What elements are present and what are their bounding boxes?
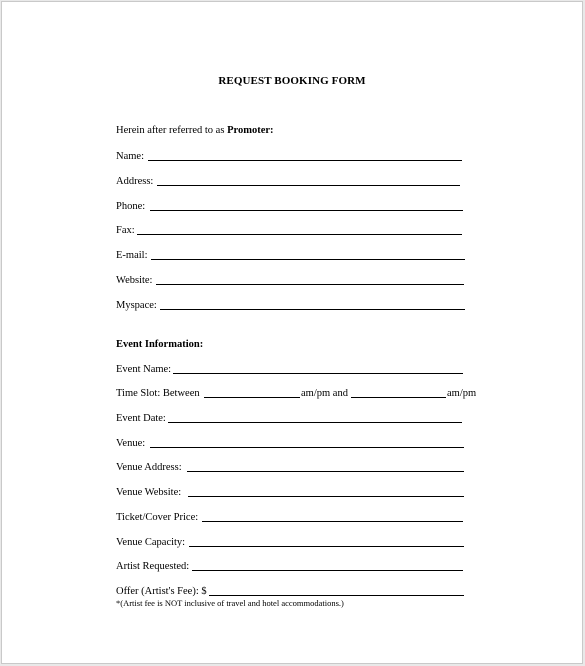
address-label: Address:: [116, 176, 154, 187]
time-ampm-end: am/pm: [447, 388, 477, 399]
time-ampm-and: am/pm and: [301, 388, 348, 399]
event-name-label: Event Name:: [116, 364, 172, 375]
name-label: Name:: [116, 151, 144, 162]
name-field-line[interactable]: [148, 160, 462, 161]
venue-address-label: Venue Address:: [116, 462, 182, 473]
email-label: E-mail:: [116, 250, 148, 261]
promoter-intro: [116, 124, 274, 137]
phone-label: Phone:: [116, 201, 146, 212]
fax-field-line[interactable]: [137, 234, 462, 235]
promoter-intro-text: Herein after referred to as: [116, 125, 225, 136]
address-field-line[interactable]: [157, 185, 460, 186]
ticket-price-label: Ticket/Cover Price:: [116, 512, 199, 523]
myspace-field-line[interactable]: [160, 309, 465, 310]
promoter-label: Promoter:: [227, 125, 274, 136]
venue-website-label: Venue Website:: [116, 487, 182, 498]
form-page: [1, 1, 583, 664]
email-field-line[interactable]: [151, 259, 465, 260]
fee-note: *(Artist fee is NOT inclusive of travel and hotel accommodations.): [116, 598, 344, 608]
artist-requested-field-line[interactable]: [192, 570, 463, 571]
fax-label: Fax:: [116, 225, 135, 236]
event-date-field-line[interactable]: [168, 422, 462, 423]
venue-field-line[interactable]: [150, 447, 464, 448]
website-field-line[interactable]: [156, 284, 464, 285]
myspace-label: Myspace:: [116, 300, 157, 311]
venue-website-field-line[interactable]: [188, 496, 464, 497]
event-name-field-line[interactable]: [173, 373, 463, 374]
time-slot-label: Time Slot: Between: [116, 388, 200, 399]
venue-capacity-field-line[interactable]: [189, 546, 464, 547]
offer-label: Offer (Artist's Fee): $: [116, 586, 207, 597]
event-heading: Event Information:: [116, 339, 204, 350]
offer-field-line[interactable]: [209, 595, 464, 596]
phone-field-line[interactable]: [150, 210, 463, 211]
time-end-field-line[interactable]: [351, 397, 446, 398]
artist-requested-label: Artist Requested:: [116, 561, 190, 572]
form-title: REQUEST BOOKING FORM: [218, 75, 366, 87]
venue-label: Venue:: [116, 438, 146, 449]
venue-address-field-line[interactable]: [187, 471, 464, 472]
time-start-field-line[interactable]: [204, 397, 300, 398]
venue-capacity-label: Venue Capacity:: [116, 537, 186, 548]
event-date-label: Event Date:: [116, 413, 166, 424]
website-label: Website:: [116, 275, 153, 286]
ticket-price-field-line[interactable]: [202, 521, 463, 522]
